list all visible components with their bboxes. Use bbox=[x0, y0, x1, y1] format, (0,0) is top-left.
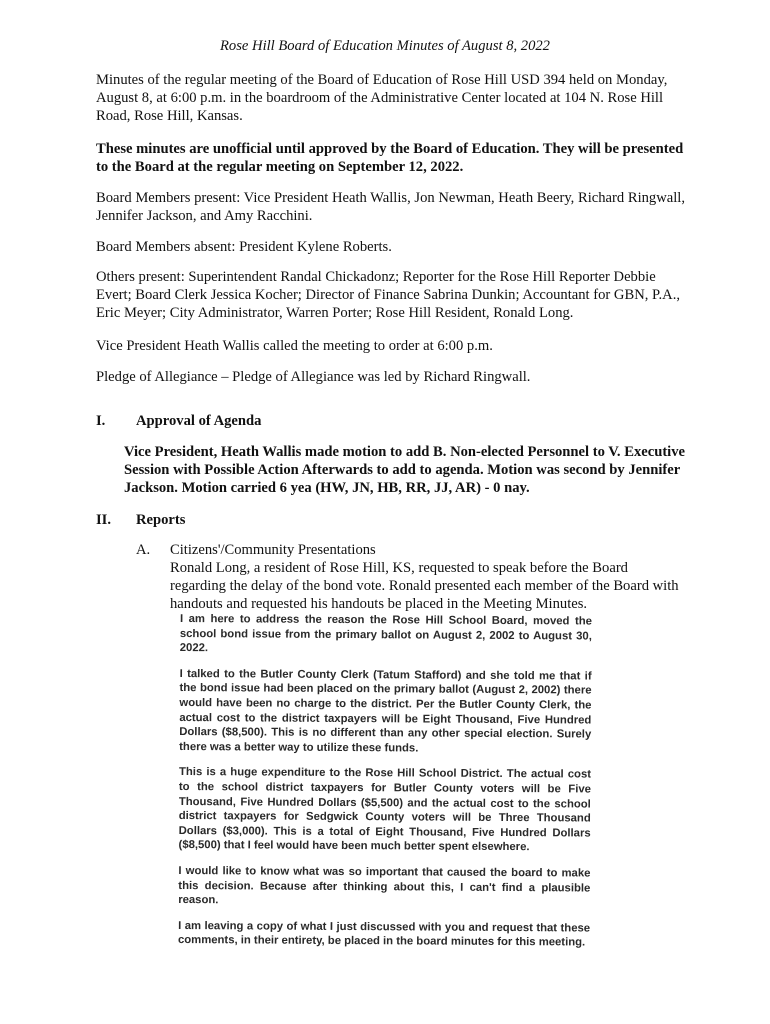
section-number: I. bbox=[96, 413, 106, 429]
section-title-approval-of-agenda: Approval of Agenda bbox=[136, 413, 262, 429]
section-title-reports: Reports bbox=[136, 512, 186, 528]
handout-paragraph: I am leaving a copy of what I just discussed with you and request that these comments, in their entirety, be placed in the board minutes for this meeting. bbox=[177, 919, 591, 949]
page-header-title: Rose Hill Board of Education Minutes of August 8, 2022 bbox=[220, 38, 550, 54]
handout-paragraph: I would like to know what was so important that caused the board to make this decision. Because after thinking about this, I can't find a plausible reason. bbox=[178, 864, 591, 907]
handout-paragraph: I talked to the Butler County Clerk (Tatum Stafford) and she told me that if the bond issue had been placed on the primary ballot (August 2, 2002) there would have been no charge to the district. Per the Butler County Clerk, the actual cost to the district taxpayers will be Eight Thousand, Five Hundred Dollars ($8,500). This is no different than any other special election. Surely there was a better way to utilize these funds. bbox=[179, 667, 592, 755]
intro-paragraph: Minutes of the regular meeting of the Board of Education of Rose Hill USD 394 held on Monday, August 8, at 6:00 p.m. in the boardroom of the Administrative Center located at 104 N. Rose Hill Road, Rose Hill, Kansas. bbox=[96, 72, 668, 124]
section-number: II. bbox=[96, 512, 112, 528]
scanned-handout bbox=[178, 612, 592, 961]
agenda-motion-text: Vice President, Heath Wallis made motion to add B. Non-elected Personnel to V. Executive Session with Possible Action Afterwards to add to agenda. Motion was second by Jennifer Jackson. Motion carried 6 yea (HW, JN, HB, RR, JJ, AR) - 0 nay. bbox=[124, 444, 686, 496]
members-present: Board Members present: Vice President Heath Wallis, Jon Newman, Heath Beery, Richard Ringwall, Jennifer Jackson, and Amy Racchini. bbox=[96, 190, 685, 224]
subsection-title-citizens-presentations: Citizens'/Community Presentations bbox=[170, 542, 376, 558]
members-absent: Board Members absent: President Kylene Roberts. bbox=[96, 239, 392, 255]
unofficial-notice: These minutes are unofficial until approved by the Board of Education. They will be presented to the Board at the regular meeting on September 12, 2022. bbox=[96, 141, 684, 175]
handout-paragraph: This is a huge expenditure to the Rose Hill School District. The actual cost to the school district taxpayers for Butler County voters will be Five Thousand, Five Hundred Dollars ($5,500) and the actual cost to the school district taxpayers for Sedgwick County voters will be Three Thousand Dollars ($3,000). This is a total of Eight Thousand, Five Hundred Dollars ($8,500) that I feel would have been much better spent elsewhere. bbox=[178, 766, 592, 854]
others-present: Others present: Superintendent Randal Chickadonz; Reporter for the Rose Hill Reporter Debbie Evert; Board Clerk Jessica Kocher; Director of Finance Sabrina Dunkin; Accountant for GBN, P.A., Eric Meyer; City Administrator, Warren Porter; Rose Hill Resident, Ronald Long. bbox=[96, 269, 681, 321]
subsection-letter: A. bbox=[136, 542, 151, 558]
handout-paragraph: I am here to address the reason the Rose Hill School Board, moved the school bond issue from the primary ballot on August 2, 2002 to August 30, 2022. bbox=[179, 613, 592, 655]
pledge-of-allegiance: Pledge of Allegiance – Pledge of Allegiance was led by Richard Ringwall. bbox=[96, 369, 531, 385]
call-to-order: Vice President Heath Wallis called the meeting to order at 6:00 p.m. bbox=[96, 338, 493, 354]
citizens-presentation-text: Ronald Long, a resident of Rose Hill, KS, requested to speak before the Board regarding the delay of the bond vote. Ronald presented each member of the Board with handouts and requested his handouts be placed in the Meeting Minutes. bbox=[170, 560, 679, 612]
